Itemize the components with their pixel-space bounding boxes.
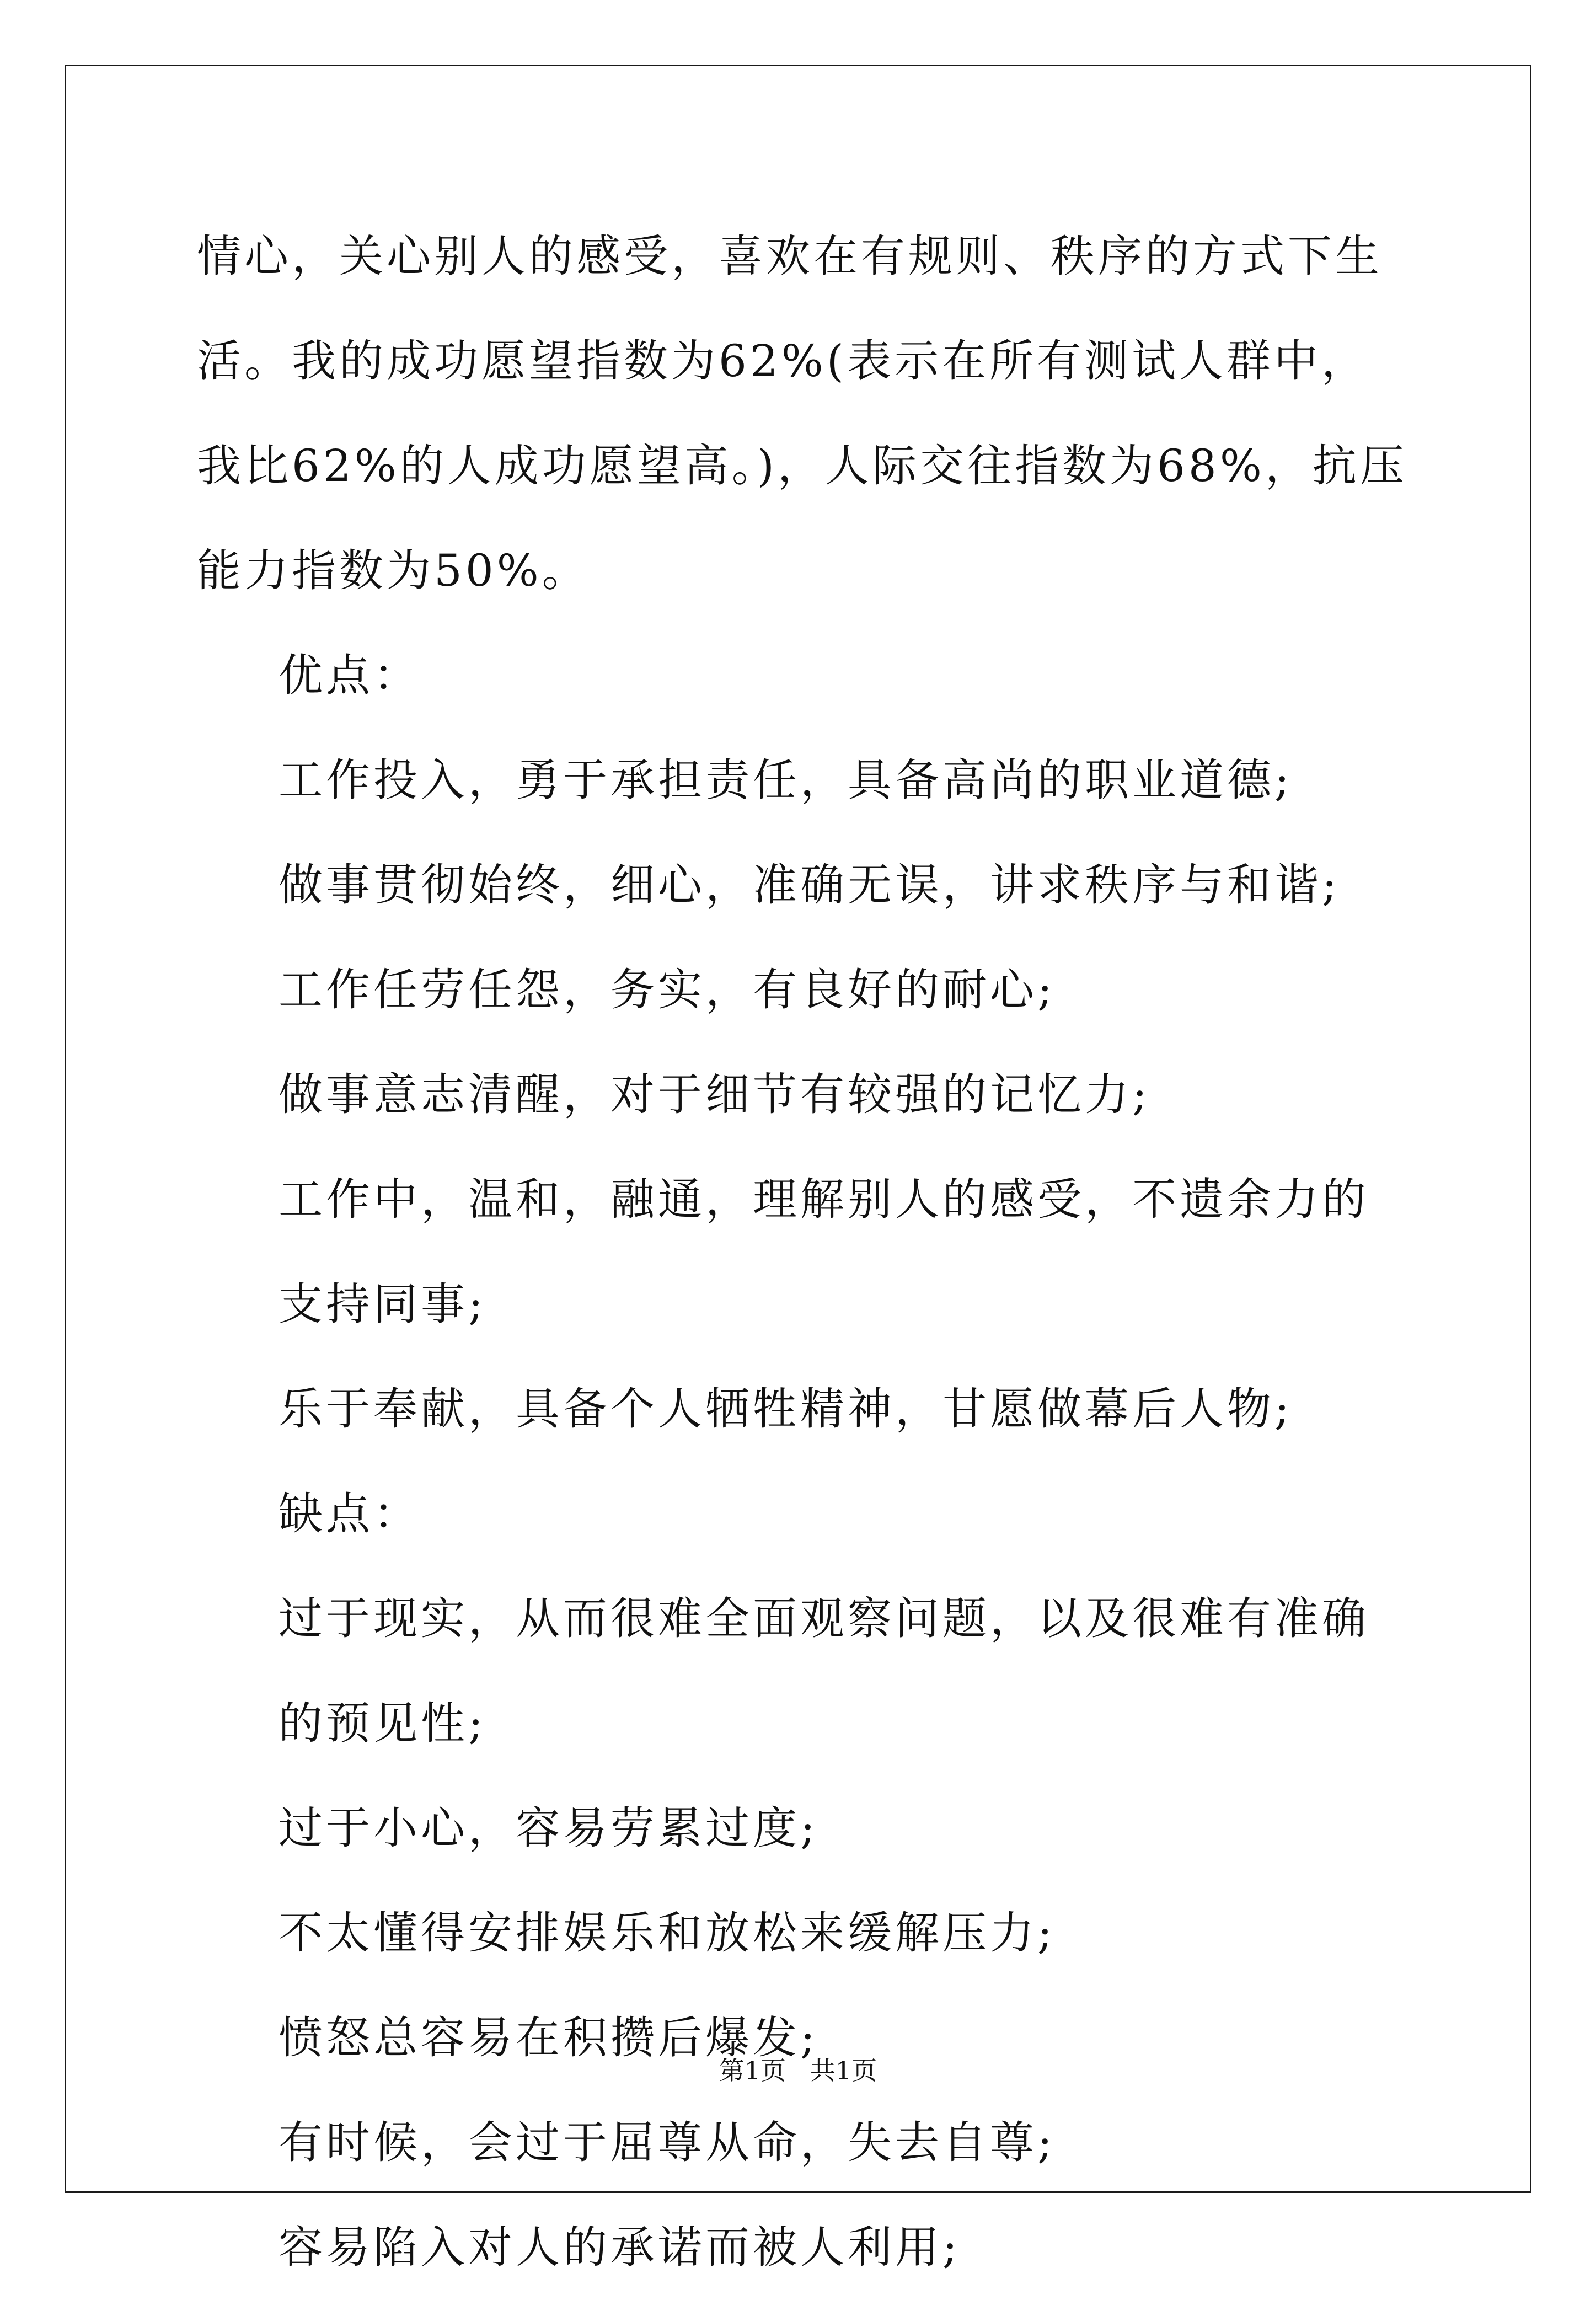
strength-item: 工作任劳任怨，务实，有良好的耐心; (279, 964, 1056, 1015)
weakness-item: 过于现实，从而很难全面观察问题，以及很难有准确的预见性; (279, 1593, 1369, 1749)
strength-item: 做事贯彻始终，细心，准确无误，讲求秩序与和谐; (279, 859, 1340, 911)
strength-item: 工作中，温和，融通，理解别人的感受，不遗余力的支持同事; (279, 1174, 1369, 1330)
weaknesses-heading: 缺点： (279, 1488, 421, 1539)
document-body (197, 204, 1410, 2300)
strength-item: 乐于奉献，具备个人牺牲精神，甘愿做幕后人物; (279, 1383, 1293, 1435)
weakness-item: 有时候，会过于屈尊从命，失去自尊; (279, 2117, 1056, 2168)
weakness-item: 不太懂得安排娱乐和放松来缓解压力; (279, 1907, 1056, 1959)
strength-item: 工作投入，勇于承担责任，具备高尚的职业道德; (279, 755, 1293, 806)
weakness-item: 愤怒总容易在积攒后爆发; (279, 2012, 818, 2063)
opening-paragraph: 情心，关心别人的感受，喜欢在有规则、秩序的方式下生活。我的成功愿望指数为62%(表示在所有测试人群中，我比62%的人成功愿望高。)，人际交往指数为68%，抗压能力指数为50%。 (197, 231, 1407, 596)
page-number-footer: 第1页 共1页 (719, 2056, 877, 2085)
weakness-item: 过于小心，容易劳累过度; (279, 1802, 818, 1854)
strengths-heading: 优点： (279, 650, 421, 701)
weakness-item: 容易陷入对人的承诺而被人利用; (279, 2222, 961, 2273)
strength-item: 做事意志清醒，对于细节有较强的记忆力; (279, 1069, 1150, 1120)
